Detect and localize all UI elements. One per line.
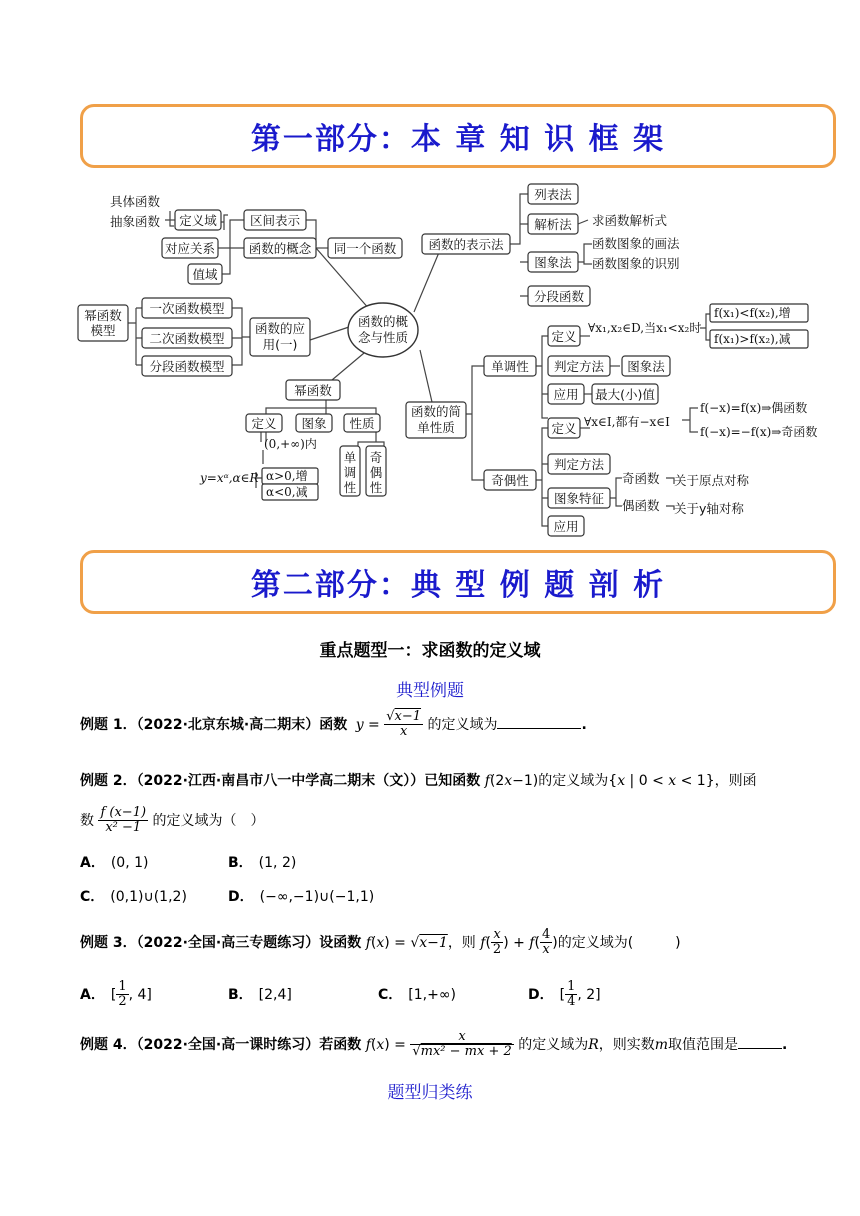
example-2-line2: 数 $\frac{f (x-1)}{\text{x² −1}}$ 的定义域为（ ） [80,805,265,836]
node-piecewise: 分段函数 [533,289,585,304]
node-quadratic-model: 二次函数模型 [149,331,225,346]
ex2-option-c[interactable]: C． (0,1)∪(1,2) [80,889,187,905]
ex4-source: （2022·全国·高一课时练习）若函数 [136,1036,362,1053]
node-application-1: 函数的应 [254,321,306,336]
node-pf-inc: α>0,增 [266,469,308,483]
node-par-condition: ∀x∈I,都有−x∈I [584,415,670,429]
ex3-option-b[interactable]: B． [2,4] [228,987,292,1003]
node-even-label: 偶函数 [622,498,660,513]
node-simple-properties-1: 函数的简 [410,404,462,419]
node-even-fn: f(−x)=f(x)⇒偶函数 [700,401,808,415]
node-find-analytic: 求函数解析式 [592,213,668,228]
node-pf-parity-1: 奇 [369,450,383,465]
node-parity: 奇偶性 [491,473,529,488]
mindmap-power-function [199,380,386,500]
mindmap-right-properties [406,304,817,536]
node-odd-fn: f(−x)=−f(x)⇒奇函数 [700,425,818,439]
ex1-source: （2022·北京东城·高二期末）函数 [136,716,348,733]
mindmap-left-models [78,298,310,376]
ex2-formula: $\frac{f (x-1)}{\text{x² −1}}$ [100,805,147,836]
ex2-option-b[interactable]: B． (1, 2) [228,855,297,871]
mindmap-left-concept [110,194,402,284]
node-mono-dec: f(x₁)>f(x₂),减 [714,332,791,346]
node-mono-condition: ∀x₁,x₂∈D,当x₁<x₂时 [588,321,702,335]
node-pf-formula: y=xᵅ,α∈R [200,471,259,485]
example-1: 例题 1．（2022·北京东城·高二期末）函数 y = $\frac{√x-1}{x}$ 的定义域为 . [80,709,587,740]
node-same-function: 同一个函数 [333,241,397,256]
ex4-blank [738,1048,782,1049]
center-line-1: 函数的概 [357,314,409,329]
ex2-label: 例题 2． [80,773,137,789]
knowledge-mindmap [70,180,830,542]
ex3-option-d[interactable]: D． [ $\frac{1}{4}$ , 2] [528,979,601,1010]
node-pf-definition: 定义 [251,416,277,431]
ex3-source: （2022·全国·高三专题练习）设函数 [136,934,362,951]
ex4-formula: $\frac{x}{\text{√mx² − mx + 2}}$ [412,1029,512,1060]
example-4: 例题 4．（2022·全国·高一课时练习）若函数 f(x) = $\frac{x}{\text{√mx² − mx + 2}}$ 的定义域为R，则实数m取值范围是 . [80,1029,788,1060]
part2-banner [80,550,836,614]
mindmap-right-representation [422,184,680,306]
node-representation: 函数的表示法 [428,237,504,252]
ex1-formula: $\frac{√x-1}{x}$ [386,709,422,740]
ex2-source: （2022·江西·南昌市八一中学高二期末（文））已知函数 [136,773,481,789]
practice-heading: 题型归类练 [387,1083,473,1103]
node-par-definition: 定义 [551,421,577,436]
node-analytic-method: 解析法 [534,217,572,232]
node-graph-feature: 图象特征 [553,491,605,506]
example-2: 例题 2．（2022·江西·南昌市八一中学高二期末（文））已知函数 f(2x−1)的定义域为{x | 0 < x < 1}，则函 [80,773,757,789]
center-line-2: 念与性质 [357,330,409,345]
node-interval: 区间表示 [249,213,301,228]
ex1-label: 例题 1． [80,716,137,733]
mindmap-center-node [348,303,418,357]
node-pf-parity-3: 性 [369,480,383,495]
ex3-option-c[interactable]: C． [1,+∞) [378,987,456,1003]
node-simple-properties-2: 单性质 [417,420,455,435]
node-par-judge: 判定方法 [553,457,605,472]
node-par-app: 应用 [553,519,579,534]
node-max-min: 最大(小)值 [595,387,655,402]
typical-examples-heading: 典型例题 [396,681,464,701]
node-range: 值域 [192,267,218,282]
node-power-model-2: 模型 [90,323,116,338]
node-pf-mono-2: 调 [343,465,357,480]
ex2-option-d[interactable]: D． (−∞,−1)∪(−1,1) [228,889,375,905]
node-mono-definition: 定义 [551,329,577,344]
node-pf-dec: α<0,减 [266,485,308,499]
node-monotonicity: 单调性 [491,359,529,374]
node-abstract-function: 抽象函数 [110,214,161,229]
node-pf-property: 性质 [349,416,375,431]
node-identify-graph: 函数图象的识别 [592,256,680,271]
node-linear-model: 一次函数模型 [149,301,225,316]
node-list-method: 列表法 [534,187,572,202]
node-mono-app: 应用 [553,387,579,402]
node-piecewise-model: 分段函数模型 [149,359,225,374]
ex1-blank [497,728,581,729]
ex3-option-a[interactable]: A． [ $\frac{1}{2}$ , 4] [80,979,152,1010]
node-pf-parity-2: 偶 [369,465,383,480]
ex2-option-a[interactable]: A． (0, 1) [80,855,149,871]
node-concept: 函数的概念 [248,241,312,256]
node-odd-sym: 关于原点对称 [674,473,750,488]
part2-title: 第二部分：典 型 例 题 剖 析 [250,568,666,603]
example-3: 例题 3．（2022·全国·高三专题练习）设函数 f(x) = √x−1，则 f( $\frac{x}{2}$ ) + f( $\frac{4}{x}$ )的定义域为( ) [80,927,681,958]
node-domain: 定义域 [179,213,217,228]
part1-banner [80,104,836,168]
node-graph-method-2: 图象法 [627,359,665,374]
ex1-tail: 的定义域为 [427,716,498,733]
ex3-label: 例题 3． [80,934,137,951]
node-pf-mono-3: 性 [343,480,357,495]
node-mono-judge: 判定方法 [553,359,605,374]
node-odd-label: 奇函数 [622,471,660,486]
node-power-function: 幂函数 [294,383,332,398]
node-concrete-function: 具体函数 [110,194,161,209]
node-draw-graph: 函数图象的画法 [592,236,680,251]
node-mono-inc: f(x₁)<f(x₂),增 [714,306,791,320]
part1-title: 第一部分：本 章 知 识 框 架 [250,122,666,157]
node-pf-interval: (0,+∞)内 [264,437,317,451]
ex4-label: 例题 4． [80,1036,137,1053]
node-application-2: 用(一) [262,337,298,352]
node-correspondence: 对应关系 [164,241,216,256]
node-pf-mono-1: 单 [343,450,357,465]
node-graph-method: 图象法 [534,255,572,270]
section-heading: 重点题型一：求函数的定义域 [319,641,541,661]
node-even-sym: 关于y轴对称 [674,501,744,516]
node-pf-graph: 图象 [301,416,327,431]
node-power-model-1: 幂函数 [84,308,122,323]
